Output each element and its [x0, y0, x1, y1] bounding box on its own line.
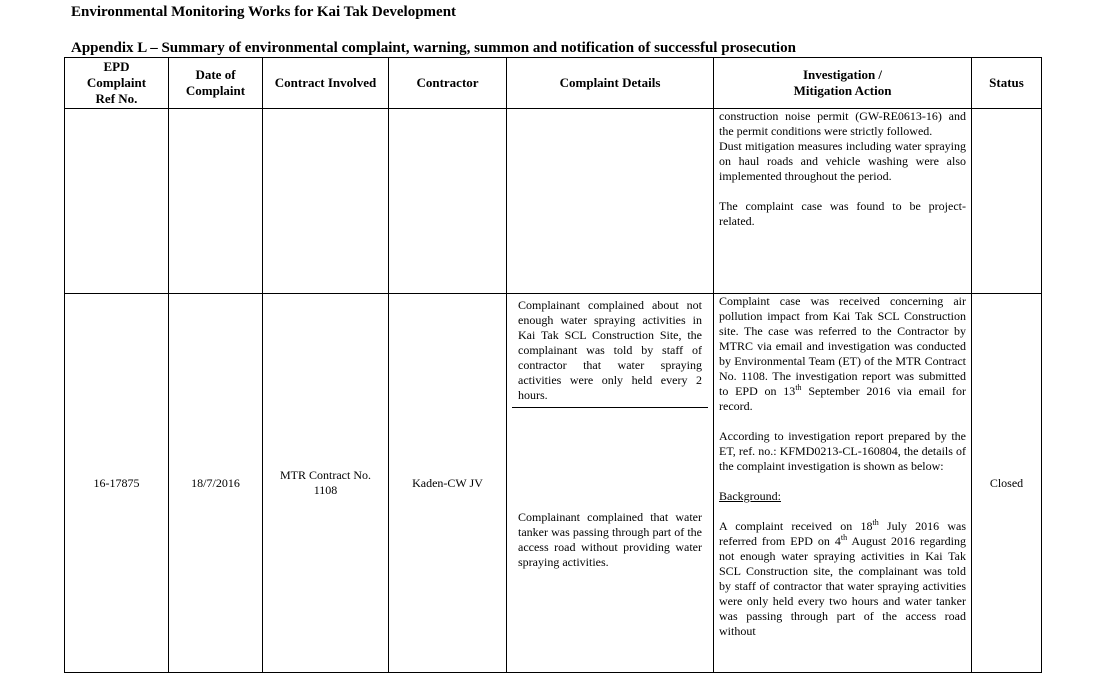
document-title: Environmental Monitoring Works for Kai Tak Development: [71, 4, 457, 20]
action-paragraph: According to investigation report prepared by the ET, ref. no.: KFMD0213-CL-160804, the details of the complaint investigation is shown as below:: [719, 429, 966, 473]
complaint-summary-table: [64, 57, 1042, 673]
complaint-detail-2: Complainant complained that water tanker was passing through part of the access road without providing water spraying activities.: [518, 510, 702, 569]
background-heading: Background:: [719, 489, 781, 503]
cell-status-empty: [972, 109, 1042, 294]
complaint-detail-1: Complainant complained about not enough water spraying activities in Kai Tak SCL Construction Site, the complainant was told by staff of contractor that water spraying activities were only held every 2 hours.: [512, 294, 708, 408]
action-cont-paragraph: The complaint case was found to be project-related.: [719, 199, 966, 228]
action-cont-paragraph: construction noise permit (GW-RE0613-16) and the permit conditions were strictly followed.: [719, 109, 966, 138]
header-action: Investigation / Mitigation Action: [714, 58, 972, 109]
appendix-title: Appendix L – Summary of environmental complaint, warning, summon and notification of successful prosecution: [71, 40, 796, 56]
cell-action-continued: [714, 109, 972, 294]
action-cont-paragraph: Dust mitigation measures including water spraying on haul roads and vehicle washing were also implemented throughout the period.: [719, 139, 966, 183]
cell-status: Closed: [972, 294, 1042, 673]
cell-investigation-action: [714, 294, 972, 673]
header-contractor: Contractor: [389, 58, 507, 109]
cell-contractor: Kaden-CW JV: [389, 294, 507, 673]
action-paragraph: A complaint received on 18th July 2016 was referred from EPD on 4th August 2016 regarding not enough water spraying activities in Kai Tak SCL Construction site, the complainant was told by staff of contractor that water spraying activities were only held every two hours and water tanker was passing through part of the access road without: [719, 518, 966, 638]
header-contract: Contract Involved: [263, 58, 389, 109]
header-status: Status: [972, 58, 1042, 109]
cell-contractor-empty: [389, 109, 507, 294]
cell-date-empty: [169, 109, 263, 294]
cell-ref-no: 16-17875: [65, 294, 169, 673]
cell-contract: MTR Contract No. 1108: [263, 294, 389, 673]
cell-complaint-details: [507, 294, 714, 673]
header-ref-no: EPD Complaint Ref No.: [65, 58, 169, 109]
cell-details-empty: [507, 109, 714, 294]
table-row: [65, 294, 1042, 673]
cell-date: 18/7/2016: [169, 294, 263, 673]
header-details: Complaint Details: [507, 58, 714, 109]
action-paragraph: Complaint case was received concerning air pollution impact from Kai Tak SCL Construction site. The case was referred to the Contractor by MTRC via email and investigation was conducted by Environmental Team (ET) of the MTR Contract No. 1108. The investigation report was submitted to EPD on 13th September 2016 via email for record.: [719, 294, 966, 413]
cell-contract-empty: [263, 109, 389, 294]
cell-ref-empty: [65, 109, 169, 294]
table-header-row: [65, 58, 1042, 109]
table-row-continued: [65, 109, 1042, 294]
header-date: Date of Complaint: [169, 58, 263, 109]
